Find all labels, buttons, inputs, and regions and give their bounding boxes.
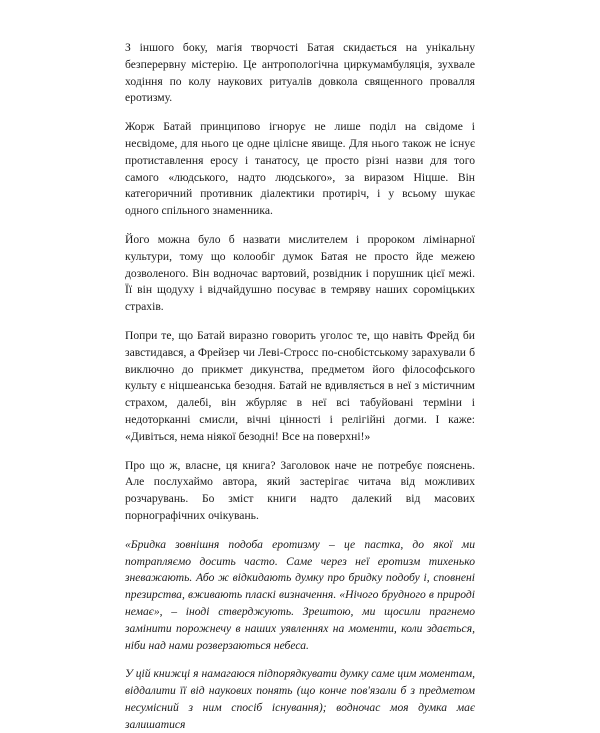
quote-paragraph-ugly-appearance: «Бридка зовнішня подоба еротизму – це пастка, до якої ми потрапляємо досить часто. Саме через неї еротизм тихенько зневажають. Або ж відкидають думку про бридку подобу і, сповнені презирства, вживають пласкі визначення. «Нічого брудного в природі немає», – іноді стверджують. Зрештою, ми щосили прагнемо замінити порожнечу в наших уявленнях на моменти, коли здається, ніби над нами розверзаються небеса.: [125, 537, 475, 652]
quote-paragraph-this-book: У цій книжці я намагаюся підпорядкувати думку саме цим моментам, віддалити її від наукових понять (що конче пов'язали б з предметом несумісний з ним спосіб існування); водночас моя думка має залишатися: [125, 667, 475, 731]
paragraph-about-the-book: Про що ж, власне, ця книга? Заголовок наче не потребує пояснень. Але послухаймо автора, який застерігає читача від можливих розчарувань. Бо зміст книги надто далекий від масових порнографічних очікувань.: [125, 458, 475, 522]
paragraph-liminal-culture: Його можна було б назвати мислителем і пророком лімінарної культури, тому що колообіг думок Батая не просто йде межею дозволеного. Він водночас вартовий, розвідник і порушник цієї межі. Її він щодуху і відчайдушно посуває в темряву наших сороміцьких страхів.: [125, 232, 475, 314]
paragraph-magic-of-creativity: З іншого боку, магія творчості Батая скидається на унікальну безперервну містерію. Це антропологічна циркумамбуляція, зухвале ходіння по колу наукових ритуалів довкола священного провалля еротизму.: [125, 41, 475, 105]
paragraph-nietzschean-abyss: Попри те, що Батай виразно говорить уголос те, що навіть Фрейд би завстидався, а Фрейзер чи Леві-Стросс по-снобістському зарахували б виключно до прикмет дикунства, предметом його філософського культу є ніцшеанська безодня. Батай не вдивляється в неї з містичним страхом, далебі, він жбурляє в неї всі табуйовані терміни і недоторканні смисли, вічні цінності і релігійні догми. І каже: «Дивіться, нема ніякої безодні! Все на поверхні!»: [125, 328, 475, 443]
paragraph-conscious-unconscious: Жорж Батай принципово ігнорує не лише поділ на свідоме і несвідоме, для нього це одне цілісне явище. Для нього також не існує протиставлення еросу і танатосу, це просто різні назви для того самого «людського, надто людського», за виразом Ніцше. Він категоричний противник діалектики протиріч, і у всьому шукає одного спільного знаменника.: [125, 120, 475, 218]
